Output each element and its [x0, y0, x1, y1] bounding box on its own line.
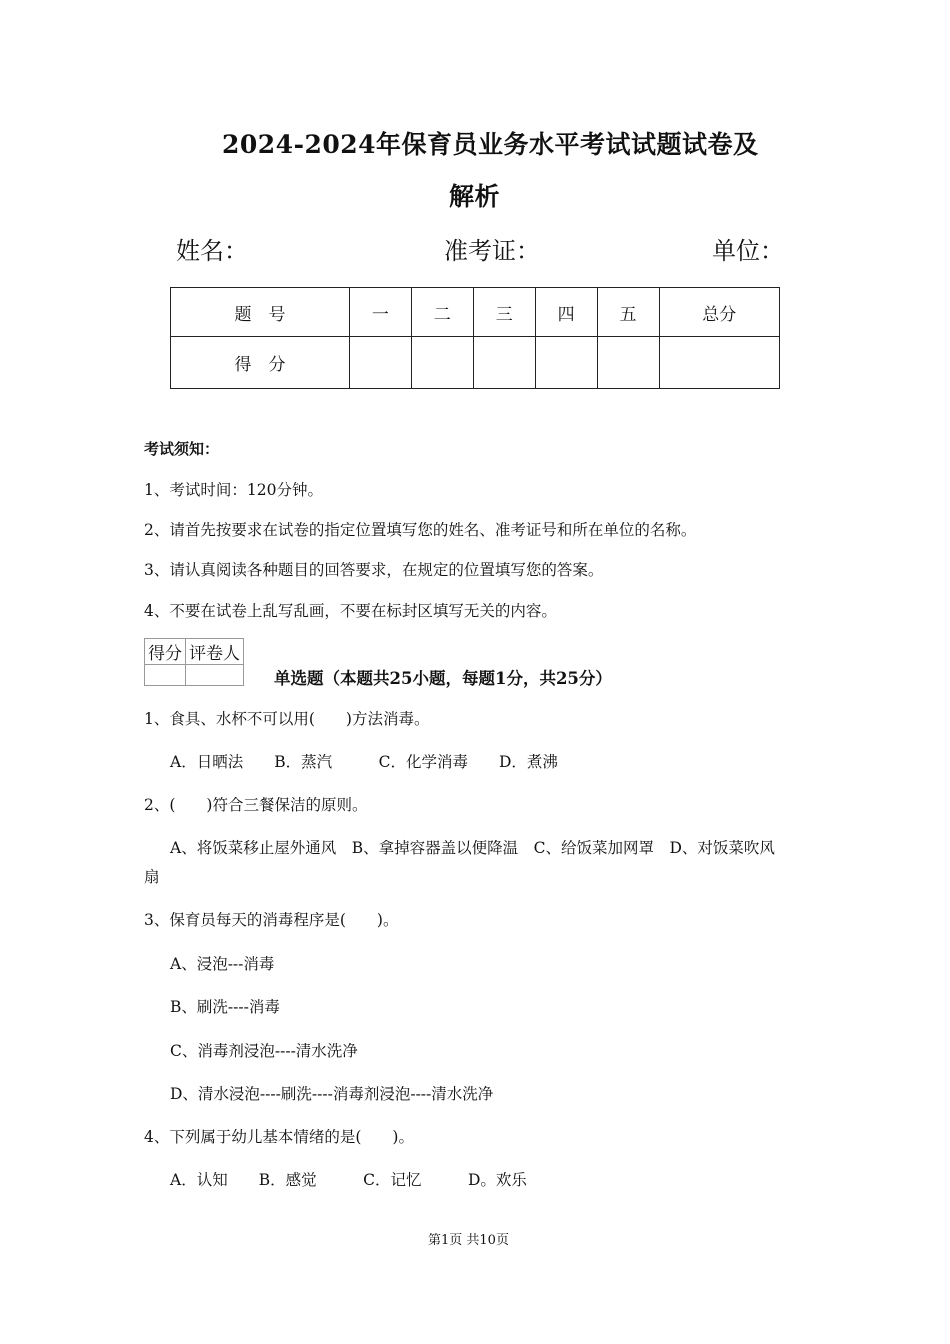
question-option: C、消毒剂浸泡----清水洗净: [170, 1042, 358, 1060]
score-header-cell: 题 号: [171, 288, 350, 337]
score-header-cell: 二: [411, 288, 473, 337]
grader-score-header: 得分: [145, 639, 186, 665]
page-title-line2: 解析: [449, 182, 501, 211]
question-options: A．认知 B．感觉 C．记忆 D。欢乐: [170, 1171, 527, 1189]
score-cell: [349, 337, 411, 389]
notice-item: 1、考试时间：120分钟。: [144, 481, 323, 499]
question-stem: 3、保育员每天的消毒程序是( )。: [144, 911, 399, 929]
score-cell: [659, 337, 779, 389]
score-header-cell: 一: [349, 288, 411, 337]
notice-item: 4、不要在试卷上乱写乱画，不要在标封区填写无关的内容。: [144, 602, 557, 620]
grader-name-header: 评卷人: [186, 639, 244, 665]
grader-table: [144, 638, 244, 686]
question-options: A、将饭菜移止屋外通风 B、拿掉容器盖以便降温 C、给饭菜加网罩 D、对饭菜吹风: [170, 839, 775, 857]
question-options-wrap: 扇: [144, 868, 160, 886]
notice-item: 2、请首先按要求在试卷的指定位置填写您的姓名、准考证号和所在单位的名称。: [144, 521, 697, 539]
score-cell: [535, 337, 597, 389]
score-table-score-row: [171, 337, 780, 389]
grader-table-header-row: [145, 639, 244, 665]
unit-label: 单位：: [712, 237, 784, 265]
score-table: [170, 287, 780, 389]
score-table-header-row: [171, 288, 780, 337]
grader-table-blank-row: [145, 665, 244, 686]
notice-item: 3、请认真阅读各种题目的回答要求，在规定的位置填写您的答案。: [144, 561, 604, 579]
score-cell: [473, 337, 535, 389]
question-stem: 1、食具、水杯不可以用( )方法消毒。: [144, 710, 430, 728]
score-header-cell: 四: [535, 288, 597, 337]
grader-name-cell: [186, 665, 244, 686]
score-header-cell: 总分: [659, 288, 779, 337]
score-cell: [597, 337, 659, 389]
question-stem: 4、下列属于幼儿基本情绪的是( )。: [144, 1128, 414, 1146]
name-label: 姓名：: [176, 237, 248, 265]
page-footer: 第1页 共10页: [428, 1233, 509, 1248]
page-title-line1: 2024-2024年保育员业务水平考试试题试卷及: [222, 130, 759, 159]
question-option: A、浸泡---消毒: [170, 955, 275, 973]
section-title: 单选题（本题共25小题，每题1分，共25分）: [274, 669, 612, 688]
grader-score-cell: [145, 665, 186, 686]
question-options: A．日晒法 B．蒸汽 C．化学消毒 D．煮沸: [170, 753, 558, 771]
score-header-cell: 五: [597, 288, 659, 337]
notice-title: 考试须知：: [144, 440, 220, 458]
score-header-cell: 三: [473, 288, 535, 337]
exam-number-label: 准考证：: [444, 237, 540, 265]
score-cell: [411, 337, 473, 389]
question-stem: 2、( )符合三餐保洁的原则。: [144, 796, 368, 814]
question-option: D、清水浸泡----刷洗----消毒剂浸泡----清水洗净: [170, 1085, 494, 1103]
score-row-label: 得 分: [171, 337, 350, 389]
question-option: B、刷洗----消毒: [170, 998, 280, 1016]
